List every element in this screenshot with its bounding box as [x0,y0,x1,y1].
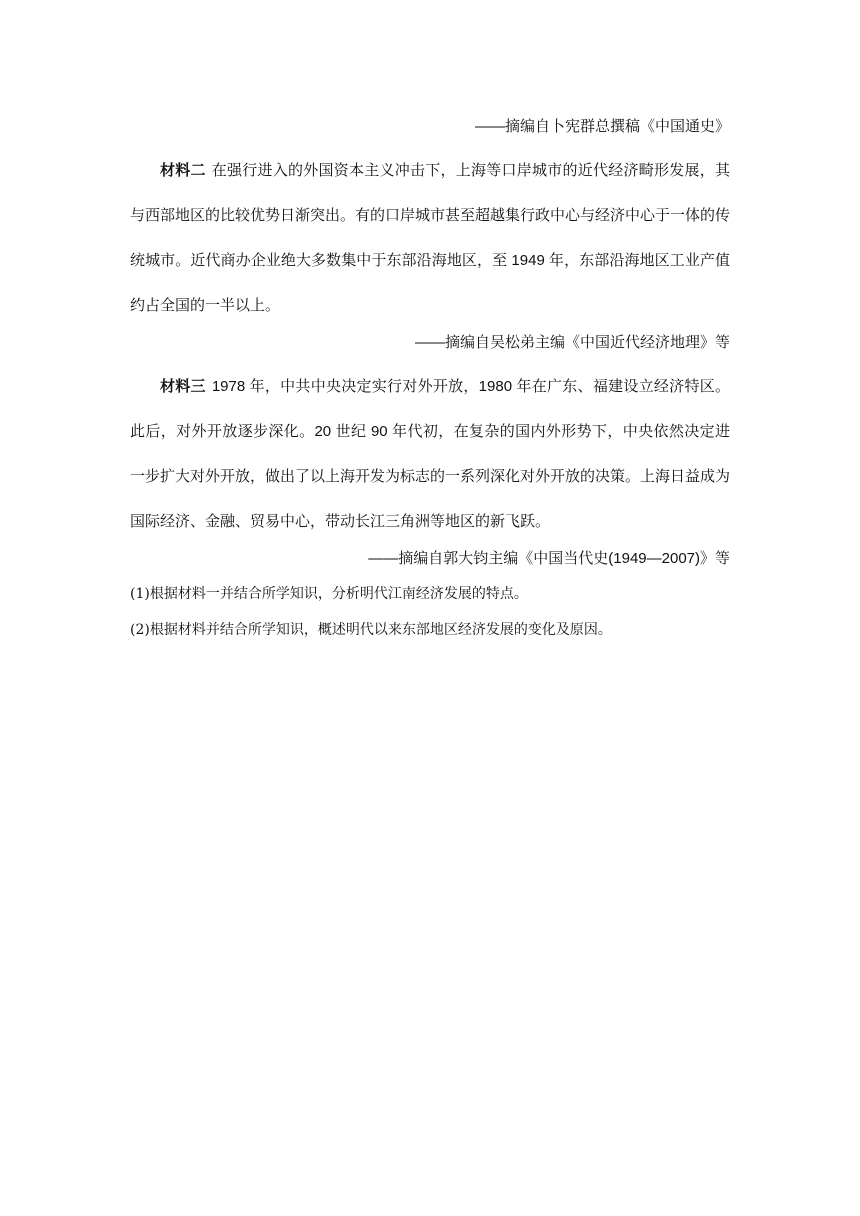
source-citation-3: ——摘编自郭大钧主编《中国当代史(1949—2007)》等 [368,550,730,567]
document-content [130,112,730,648]
source-citation-2: ——摘编自吴松弟主编《中国近代经济地理》等 [414,334,730,351]
material-2-paragraph [130,148,730,328]
material-3-text: 1978 年，中共中央决定实行对外开放，1980 年在广东、福建设立经济特区。此后，对外开放逐步深化。20 世纪 90 年代初，在复杂的国内外形势下，中央依然决定进一步扩大对外开放，做出了以上海开发为标志的一系列深化对外开放的决策。上海日益成为国际经济、金融、贸易中心，带动长江三角洲等地区的新飞跃。 [130,378,731,530]
material-2-text: 在强行进入的外国资本主义冲击下，上海等口岸城市的近代经济畸形发展，其与西部地区的比较优势日渐突出。有的口岸城市甚至超越集行政中心与经济中心于一体的传统城市。近代商办企业绝大多数集中于东部沿海地区，至 1949 年，东部沿海地区工业产值约占全国的一半以上。 [130,162,731,314]
question-2: (2)根据材料并结合所学知识，概述明代以来东部地区经济发展的变化及原因。 [130,622,612,638]
material-2-label: 材料二 [160,162,206,179]
question-1: (1)根据材料一并结合所学知识，分析明代江南经济发展的特点。 [130,586,528,602]
source-citation-1: ——摘编自卜宪群总撰稿《中国通史》 [474,118,730,135]
material-3-paragraph [130,364,730,544]
material-3-label: 材料三 [160,378,206,395]
